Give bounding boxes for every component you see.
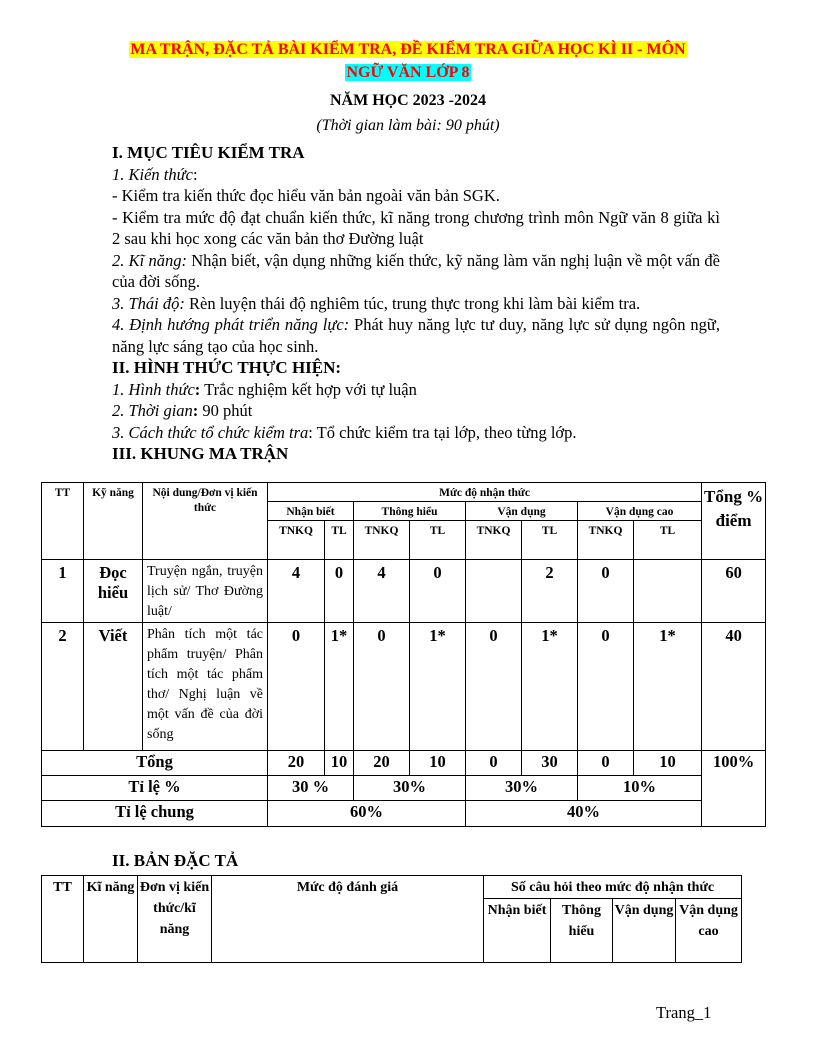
row-1-value xyxy=(634,560,702,623)
matrix-level-4: Vận dụng cao xyxy=(578,502,702,521)
form-label: 1. Hình thức xyxy=(112,379,195,399)
row-1-tt: 1 xyxy=(42,560,84,623)
title-line-2 xyxy=(0,63,816,83)
sum-value: 0 xyxy=(578,751,634,776)
sum-value: 10 xyxy=(410,751,466,776)
spec-level: Vận dụng cao xyxy=(676,899,742,963)
matrix-header-total: Tổng % điểm xyxy=(702,483,766,560)
matrix-subcol: TL xyxy=(522,521,578,560)
row-2-value: 0 xyxy=(578,623,634,751)
row-2-value: 1* xyxy=(522,623,578,751)
school-year: NĂM HỌC 2023 -2024 xyxy=(330,92,486,109)
matrix-level-2: Thông hiểu xyxy=(354,502,466,521)
sum-value: 30 xyxy=(522,751,578,776)
time-line xyxy=(112,400,720,422)
matrix-subcol: TL xyxy=(634,521,702,560)
ratio-value: 30 % xyxy=(268,776,354,801)
duration-note: (Thời gian làm bài: 90 phút) xyxy=(316,117,500,134)
objectives-block xyxy=(112,142,720,465)
sum-value: 20 xyxy=(354,751,410,776)
spec-header-tt: TT xyxy=(42,876,84,963)
main-title: MA TRẬN, ĐẶC TẢ BÀI KIỂM TRA, ĐỀ KIỂM TRA GIỮA HỌC KÌ II - MÔN xyxy=(130,41,686,58)
section-4-heading: II. BẢN ĐẶC TẢ xyxy=(112,851,239,870)
row-2-content: Phân tích một tác phẩm truyện/ Phân tích một tác phẩm thơ/ Nghị luận về một vấn đề của đời sống xyxy=(143,623,268,751)
matrix-level-3: Vận dụng xyxy=(466,502,578,521)
knowledge-item-1: - Kiểm tra kiến thức đọc hiểu văn bản ngoài văn bản SGK. xyxy=(112,186,500,205)
matrix-header-levels: Mức độ nhận thức xyxy=(268,483,702,502)
method-text: : Tổ chức kiểm tra tại lớp, theo từng lớp. xyxy=(308,422,577,442)
title-line-1 xyxy=(0,40,816,60)
row-2-value: 1* xyxy=(410,623,466,751)
spec-header-skill: Kĩ năng xyxy=(84,876,138,963)
sum-value: 10 xyxy=(634,751,702,776)
matrix-subcol: TNKQ xyxy=(268,521,325,560)
form-text: Trắc nghiệm kết hợp với tự luận xyxy=(200,379,417,399)
form-line xyxy=(112,379,720,401)
row-2-value: 0 xyxy=(354,623,410,751)
row-1-value: 0 xyxy=(578,560,634,623)
row-1-value: 2 xyxy=(522,560,578,623)
common-value: 60% xyxy=(268,801,466,827)
row-2-skill: Viết xyxy=(84,623,143,751)
competence-text: Phát huy năng lực tư duy, năng lực sử dụng ngôn ngữ, năng lực sáng tạo của học sinh. xyxy=(112,315,720,356)
section-1-heading: I. MỤC TIÊU KIỂM TRA xyxy=(112,143,305,162)
section-3-heading: III. KHUNG MA TRẬN xyxy=(112,444,289,463)
sum-total: 100% xyxy=(702,751,766,827)
skill-text: Nhận biết, vận dụng những kiến thức, kỹ năng làm văn nghị luận về một vấn đề của đời sống. xyxy=(112,250,720,291)
row-1-value: 4 xyxy=(354,560,410,623)
ratio-value: 30% xyxy=(354,776,466,801)
matrix-subcol: TL xyxy=(325,521,354,560)
knowledge-label-line xyxy=(112,164,720,186)
page-number: Trang_1 xyxy=(656,1003,712,1022)
table-row xyxy=(42,623,766,751)
common-ratio-row xyxy=(42,801,766,827)
row-2-total: 40 xyxy=(702,623,766,751)
knowledge-label: 1. Kiến thức xyxy=(112,164,193,184)
method-label: 3. Cách thức tổ chức kiểm tra xyxy=(112,422,309,442)
attitude-text: Rèn luyện thái độ nghiêm túc, trung thực trong khi làm bài kiểm tra. xyxy=(184,293,641,313)
row-1-value: 4 xyxy=(268,560,325,623)
sum-row xyxy=(42,751,766,776)
matrix-subcol: TNKQ xyxy=(354,521,410,560)
ratio-label: Tỉ lệ % xyxy=(42,776,268,801)
sum-label: Tổng xyxy=(42,751,268,776)
time-label: 2. Thời gian xyxy=(112,401,193,420)
common-label: Tỉ lệ chung xyxy=(42,801,268,827)
row-1-total: 60 xyxy=(702,560,766,623)
spec-header-questions: Số câu hỏi theo mức độ nhận thức xyxy=(484,876,742,899)
matrix-table xyxy=(41,482,766,827)
row-2-value: 0 xyxy=(466,623,522,751)
row-1-value xyxy=(466,560,522,623)
sum-value: 0 xyxy=(466,751,522,776)
competence-line xyxy=(112,314,720,357)
attitude-line xyxy=(112,293,720,315)
row-1-content: Truyện ngắn, truyện lịch sử/ Thơ Đường luật/ xyxy=(143,560,268,623)
time-colon: : xyxy=(192,401,199,420)
row-1-value: 0 xyxy=(325,560,354,623)
time-text: 90 phút xyxy=(198,401,253,420)
form-colon: : xyxy=(194,379,201,399)
ratio-row xyxy=(42,776,766,801)
matrix-level-1: Nhận biết xyxy=(268,502,354,521)
matrix-subcol: TL xyxy=(410,521,466,560)
sum-value: 20 xyxy=(268,751,325,776)
table-row xyxy=(42,560,766,623)
spec-table xyxy=(41,875,742,963)
row-1-value: 0 xyxy=(410,560,466,623)
row-1-skill: Đọc hiểu xyxy=(84,560,143,623)
competence-label: 4. Định hướng phát triển năng lực: xyxy=(112,315,350,334)
ratio-value: 10% xyxy=(578,776,702,801)
attitude-label: 3. Thái độ: xyxy=(112,293,185,313)
section-2-heading: II. HÌNH THỨC THỰC HIỆN: xyxy=(112,358,342,377)
row-2-value: 1* xyxy=(634,623,702,751)
skill-label: 2. Kĩ năng: xyxy=(112,250,187,270)
spec-level: Nhận biết xyxy=(484,899,551,963)
spec-level: Vận dụng xyxy=(613,899,676,963)
row-2-tt: 2 xyxy=(42,623,84,751)
spec-header-unit: Đơn vị kiến thức/kĩ năng xyxy=(138,876,212,963)
matrix-header-tt: TT xyxy=(42,483,84,560)
subject-title: NGỮ VĂN LỚP 8 xyxy=(346,64,470,81)
ratio-value: 30% xyxy=(466,776,578,801)
matrix-header-content: Nội dung/Đơn vị kiến thức xyxy=(143,483,268,560)
common-value: 40% xyxy=(466,801,702,827)
spec-header-evaluation: Mức độ đánh giá xyxy=(212,876,484,963)
sum-value: 10 xyxy=(325,751,354,776)
method-line xyxy=(112,422,720,444)
matrix-subcol: TNKQ xyxy=(578,521,634,560)
row-2-value: 0 xyxy=(268,623,325,751)
matrix-subcol: TNKQ xyxy=(466,521,522,560)
knowledge-item-2: - Kiểm tra mức độ đạt chuẩn kiến thức, kĩ năng trong chương trình môn Ngữ văn 8 giữa kì 2 sau khi học xong các văn bản thơ Đường luật xyxy=(112,207,720,248)
matrix-header-skill: Kỹ năng xyxy=(84,483,143,560)
knowledge-colon: : xyxy=(192,164,198,184)
skill-line xyxy=(112,250,720,293)
spec-level: Thông hiểu xyxy=(551,899,613,963)
row-2-value: 1* xyxy=(325,623,354,751)
